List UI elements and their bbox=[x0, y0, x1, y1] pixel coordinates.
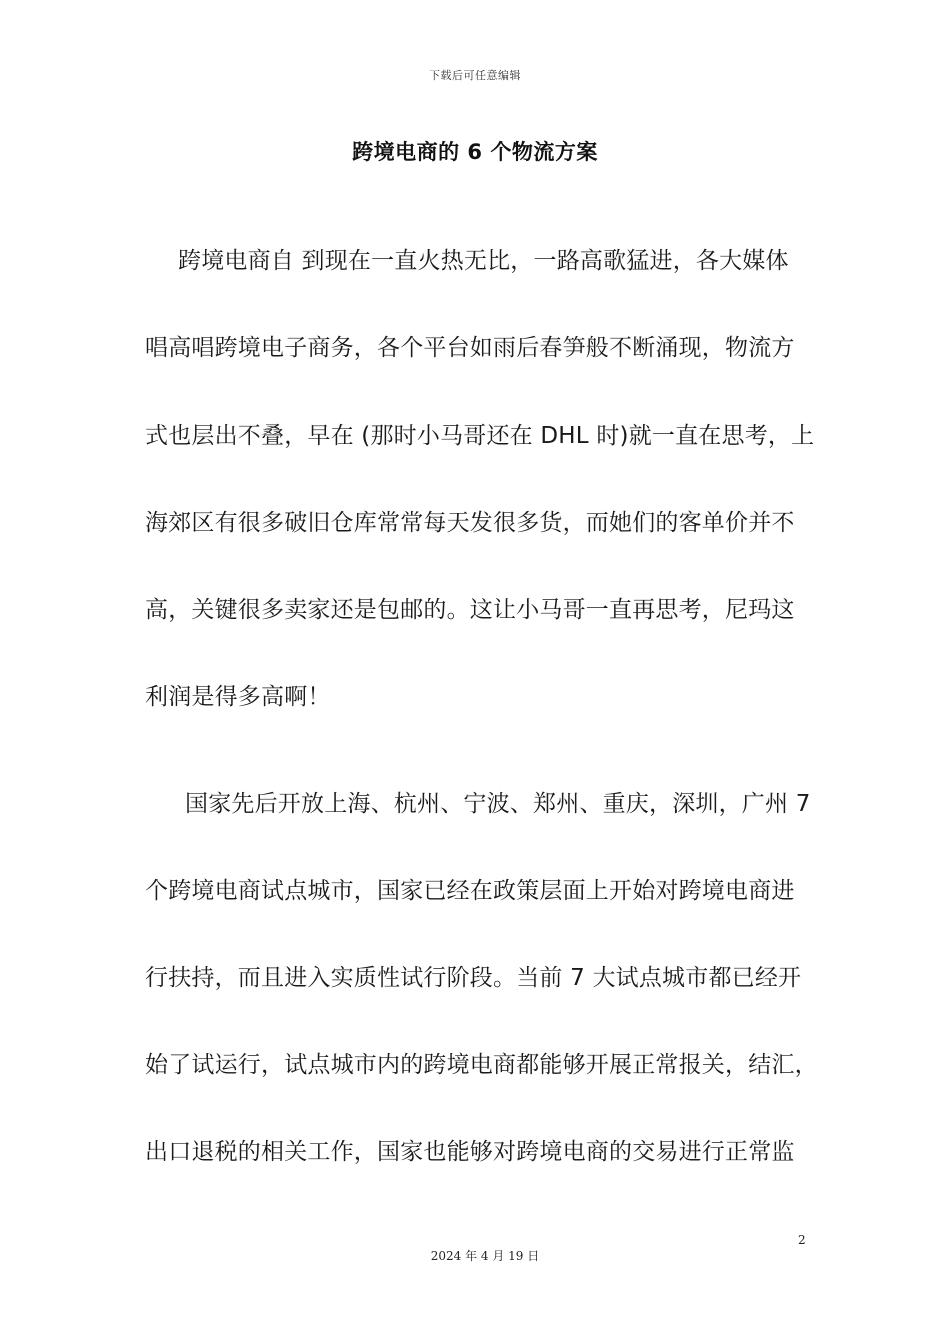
paragraph-line: 式也层出不叠，早在 (那时小马哥还在 DHL 时)就一直在思考，上 bbox=[145, 423, 815, 449]
footer-date: 2024 年 4 月 19 日 bbox=[430, 1249, 540, 1263]
paragraph-line: 出口退税的相关工作，国家也能够对跨境电商的交易进行正常监 bbox=[145, 1139, 795, 1165]
paragraph-line: 跨境电商自 到现在一直火热无比，一路高歌猛进，各大媒体 bbox=[178, 248, 789, 274]
page-number: 2 bbox=[798, 1233, 806, 1247]
document-title: 跨境电商的 6 个物流方案 bbox=[352, 140, 598, 164]
paragraph-line: 海郊区有很多破旧仓库常常每天发很多货，而她们的客单价并不 bbox=[145, 510, 795, 536]
paragraph-line: 唱高唱跨境电子商务，各个平台如雨后春笋般不断涌现，物流方 bbox=[145, 335, 795, 361]
paragraph-line: 国家先后开放上海、杭州、宁波、郑州、重庆，深圳，广州 7 bbox=[185, 791, 811, 817]
paragraph-line: 利润是得多高啊！ bbox=[145, 684, 331, 710]
paragraph-line: 行扶持，而且进入实质性试行阶段。当前 7 大试点城市都已经开 bbox=[145, 965, 802, 991]
header-note: 下载后可任意编辑 bbox=[429, 69, 521, 82]
paragraph-line: 高，关键很多卖家还是包邮的。这让小马哥一直再思考，尼玛这 bbox=[145, 597, 795, 623]
paragraph-line: 个跨境电商试点城市，国家已经在政策层面上开始对跨境电商进 bbox=[145, 878, 795, 904]
paragraph-line: 始了试运行，试点城市内的跨境电商都能够开展正常报关，结汇， bbox=[145, 1052, 818, 1078]
